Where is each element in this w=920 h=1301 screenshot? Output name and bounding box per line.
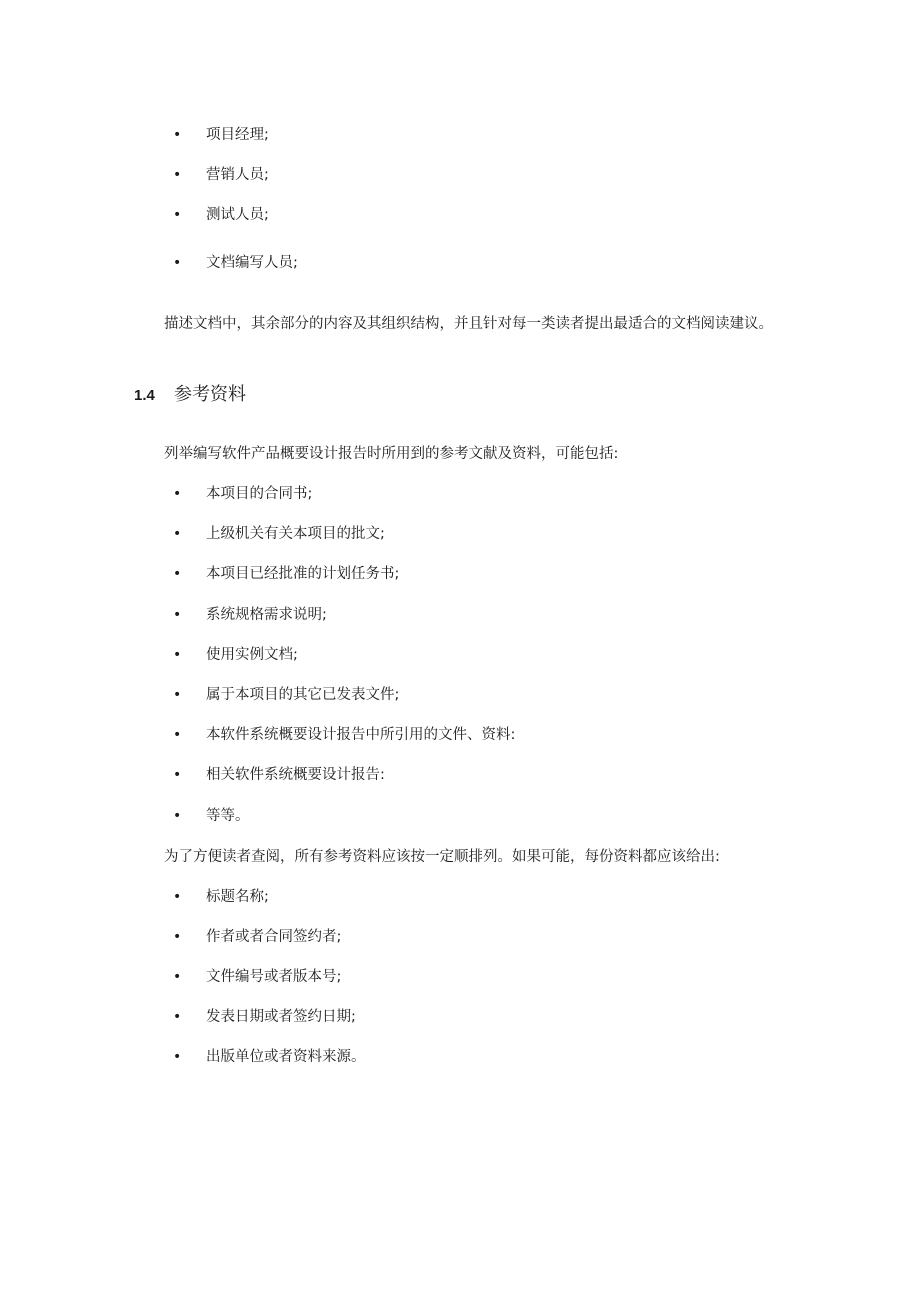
bullet-icon: • [173,1009,182,1025]
list-item [173,203,269,227]
list-item [173,804,250,828]
body-paragraph: 描述文档中，其余部分的内容及其组织结构，并且针对每一类读者提出最适合的文档阅读建议。 [164,316,773,332]
bullet-icon: • [173,767,182,783]
list-item-text: 营销人员; [206,167,269,183]
list-item [173,683,399,707]
list-item-text: 系统规格需求说明; [206,607,327,623]
list-item [173,643,298,667]
bullet-icon: • [173,808,182,824]
bullet-icon: • [173,647,182,663]
list-item-text: 项目经理; [206,127,269,143]
list-item-text: 相关软件系统概要设计报告: [206,767,385,783]
section-number: 1.4 [134,387,155,404]
bullet-icon: • [173,889,182,905]
list-item-text: 等等。 [206,808,250,824]
list-item-text: 属于本项目的其它已发表文件; [206,687,400,703]
body-paragraph: 列举编写软件产品概要设计报告时所用到的参考文献及资料，可能包括: [164,446,619,462]
list-item-text: 文档编写人员; [206,255,298,271]
bullet-icon: • [173,566,182,582]
list-item [173,723,515,747]
list-item [173,123,269,147]
section-title: 参考资料 [174,384,246,405]
list-item [173,885,269,909]
list-item [173,763,385,787]
bullet-icon: • [173,207,182,223]
bullet-icon: • [173,969,182,985]
bullet-icon: • [173,607,182,623]
bullet-icon: • [173,1049,182,1065]
body-paragraph: 为了方便读者查阅，所有参考资料应该按一定顺排列。如果可能，每份资料都应该给出: [164,849,720,865]
bullet-icon: • [173,127,182,143]
list-item [173,925,341,949]
list-item-text: 测试人员; [206,207,269,223]
list-item-text: 发表日期或者签约日期; [206,1009,356,1025]
list-item [173,965,341,989]
bullet-icon: • [173,167,182,183]
list-item-text: 上级机关有关本项目的批文; [206,526,385,542]
list-item-text: 使用实例文档; [206,647,298,663]
bullet-icon: • [173,687,182,703]
section-heading [134,382,246,408]
list-item [173,562,399,586]
list-item [173,1045,366,1069]
bullet-icon: • [173,255,182,271]
list-item [173,1005,356,1029]
list-item [173,163,269,187]
list-item [173,251,298,275]
list-item-text: 本项目已经批准的计划任务书; [206,566,400,582]
list-item-text: 文件编号或者版本号; [206,969,342,985]
list-item-text: 本软件系统概要设计报告中所引用的文件、资料: [206,727,516,743]
list-item [173,482,312,506]
list-item [173,603,327,627]
list-item-text: 标题名称; [206,889,269,905]
bullet-icon: • [173,486,182,502]
list-item-text: 作者或者合同签约者; [206,929,342,945]
list-item [173,522,385,546]
bullet-icon: • [173,929,182,945]
list-item-text: 出版单位或者资料来源。 [206,1049,366,1065]
list-item-text: 本项目的合同书; [206,486,313,502]
bullet-icon: • [173,727,182,743]
bullet-icon: • [173,526,182,542]
